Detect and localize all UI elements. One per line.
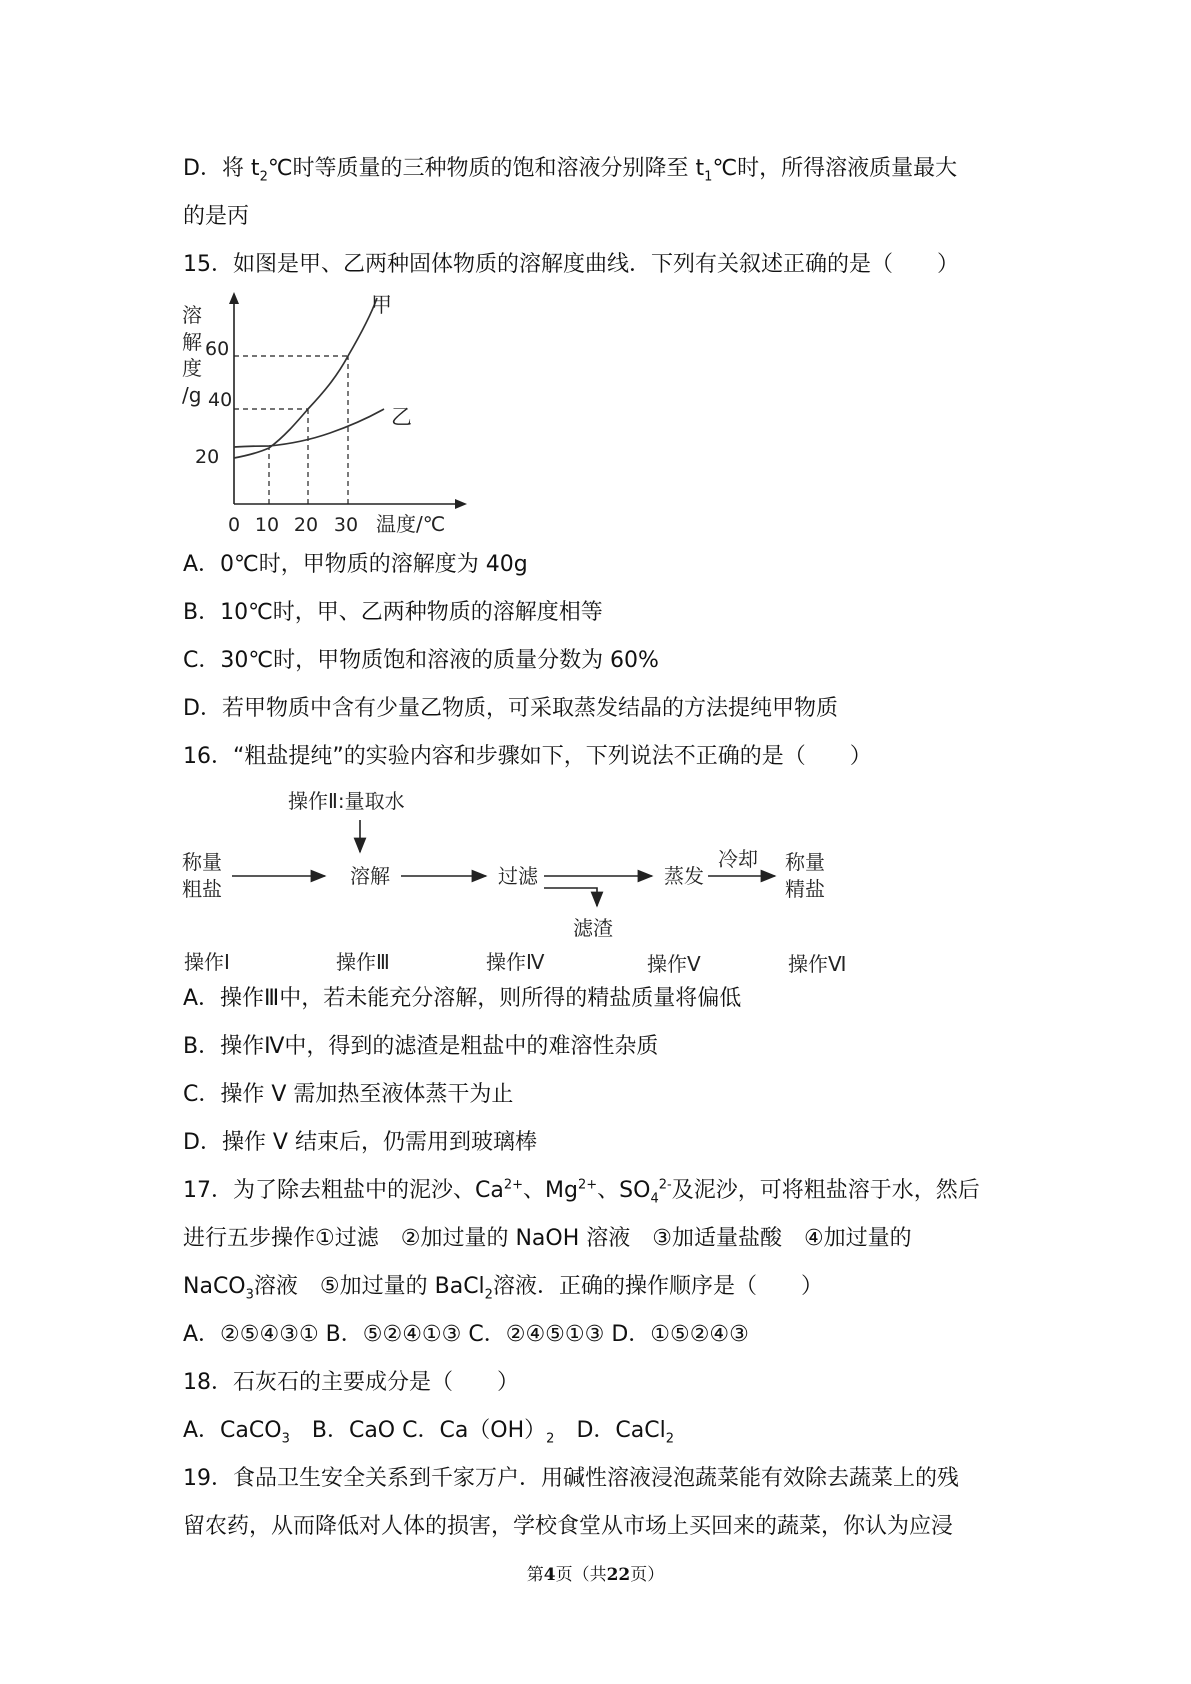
- flow-arrows: [232, 820, 775, 906]
- y-axis-label-char-2: 解: [182, 330, 202, 354]
- q18-options: A．CaCO$_3$ B．CaO C．$Ca(OH)_2$ D．CaCl$_2$: [183, 1418, 674, 1447]
- q16-stem: 16．“粗盐提纯”的实验内容和步骤如下，下列说法不正确的是（ ）: [183, 744, 872, 769]
- node-weigh-crude-2: 粗盐: [182, 877, 222, 901]
- series-yi-line: [234, 409, 384, 447]
- y-tick-60: 60: [205, 338, 230, 360]
- x-tick-30: 30: [333, 514, 359, 536]
- salt-purification-flowchart: [180, 780, 880, 975]
- y-tick-40: 40: [208, 389, 233, 411]
- x-axis-label: 温度/℃: [376, 512, 446, 536]
- q17-options: A．②⑤④③① B．⑤②④①③ C．②④⑤①③ D．①⑤②④③: [183, 1322, 749, 1347]
- q15-option-b: B．10℃时，甲、乙两种物质的溶解度相等: [183, 600, 603, 625]
- x-tick-0: 0: [227, 514, 241, 536]
- q15-option-d: D．若甲物质中含有少量乙物质，可采取蒸发结晶的方法提纯甲物质: [183, 696, 838, 721]
- q17-line3: NaCO$_3$溶液 ⑤加过量的 BaCl$_2$溶液．正确的操作顺序是（ ）: [183, 1274, 823, 1303]
- q19-line1: 19．食品卫生安全关系到千家万户．用碱性溶液浸泡蔬菜能有效除去蔬菜上的残: [183, 1466, 959, 1491]
- x-ticks: [228, 514, 358, 536]
- op1-label: 操作Ⅰ: [184, 950, 230, 974]
- q14-option-d-line1: D．将 $t_2℃$时等质量的三种物质的饱和溶液分别降至 $t_1℃$时，所得溶液质量最大: [183, 156, 958, 185]
- y-axis-arrow: [229, 292, 239, 304]
- q19-line2: 留农药，从而降低对人体的损害，学校食堂从市场上买回来的蔬菜，你认为应浸: [183, 1514, 954, 1539]
- op2-label: 操作Ⅱ:量取水: [288, 789, 405, 813]
- op4-label: 操作Ⅳ: [486, 950, 545, 974]
- guide-lines: [234, 356, 348, 504]
- q16-option-a: A．操作Ⅲ中，若未能充分溶解，则所得的精盐质量将偏低: [183, 986, 742, 1011]
- q14-option-d-line2: 的是丙: [183, 204, 250, 229]
- q17-line1: 17．为了除去粗盐中的泥沙、$Ca^{2+}$、$Mg^{2+}$、$SO_4^{2-}$及泥沙，可将粗盐溶于水，然后: [183, 1177, 980, 1207]
- node-filter: 过滤: [498, 864, 538, 888]
- q16-option-d: D．操作 V 结束后，仍需用到玻璃棒: [183, 1130, 537, 1155]
- x-axis-arrow: [455, 499, 467, 509]
- q15-option-c: C．30℃时，甲物质饱和溶液的质量分数为 60%: [183, 648, 659, 673]
- q15-option-a: A．0℃时，甲物质的溶解度为 40g: [183, 552, 528, 577]
- y-axis-label-char-4: /g: [182, 383, 202, 407]
- node-residue: 滤渣: [573, 916, 613, 940]
- node-weigh-refined-1: 称量: [785, 850, 825, 874]
- series-jia-line: [234, 298, 377, 458]
- series-yi-label: 乙: [391, 405, 412, 429]
- op3-label: 操作Ⅲ: [336, 950, 390, 974]
- node-dissolve: 溶解: [350, 864, 390, 888]
- y-tick-20: 20: [195, 446, 220, 468]
- q16-option-c: C．操作 V 需加热至液体蒸干为止: [183, 1082, 514, 1107]
- q15-stem: 15．如图是甲、乙两种固体物质的溶解度曲线．下列有关叙述正确的是（ ）: [183, 252, 959, 277]
- chart-series: [234, 298, 384, 458]
- op5-label: 操作Ⅴ: [647, 952, 701, 975]
- y-axis-label: [182, 303, 202, 407]
- q18-stem: 18．石灰石的主要成分是（ ）: [183, 1370, 519, 1395]
- x-tick-10: 10: [254, 514, 280, 536]
- q17-line2: 进行五步操作①过滤 ②加过量的 NaOH 溶液 ③加适量盐酸 ④加过量的: [183, 1226, 912, 1251]
- node-weigh-refined-2: 精盐: [785, 877, 825, 901]
- x-tick-20: 20: [293, 514, 319, 536]
- page-footer: 第4页（共22页）: [526, 1565, 665, 1585]
- label-cool: 冷却: [718, 847, 758, 871]
- q16-option-b: B．操作Ⅳ中，得到的滤渣是粗盐中的难溶性杂质: [183, 1034, 659, 1059]
- y-axis-label-char-1: 溶: [182, 303, 202, 327]
- y-axis-label-char-3: 度: [182, 356, 202, 380]
- series-jia-label: 甲: [371, 293, 392, 317]
- node-weigh-crude-1: 称量: [182, 850, 222, 874]
- node-evaporate: 蒸发: [664, 864, 704, 888]
- op6-label: 操作Ⅵ: [788, 952, 847, 975]
- solubility-chart: [180, 292, 470, 542]
- arrow-to-residue: [544, 888, 597, 906]
